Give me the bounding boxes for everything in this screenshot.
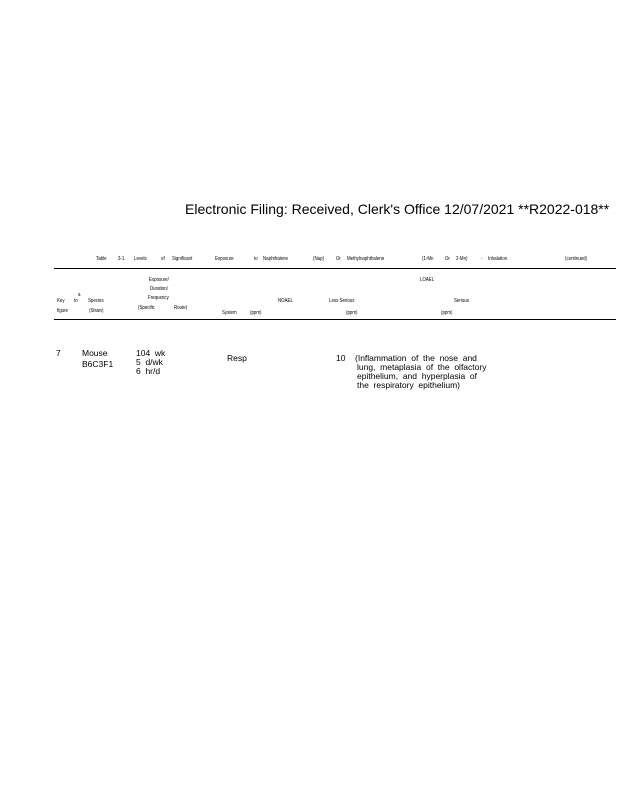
- title-word: (1-Mn: [422, 256, 434, 262]
- header-exposure-2: Duration/: [150, 286, 168, 292]
- title-word: of: [161, 256, 165, 262]
- title-word: (continued): [565, 256, 588, 262]
- title-word: (Nap): [313, 256, 325, 262]
- header-route: Route): [174, 305, 188, 311]
- row-species: Mouse: [82, 348, 108, 358]
- title-word: Significant: [172, 256, 193, 262]
- header-less-serious: Less Serious: [329, 298, 355, 304]
- header-exposure-4: (Specific: [138, 305, 155, 311]
- header-loael: LOAEL: [420, 277, 435, 283]
- header-serious-unit: (ppm): [441, 310, 453, 316]
- header-system: System: [222, 310, 237, 316]
- title-word: -: [481, 256, 483, 262]
- title-word: Inhalation: [488, 256, 508, 262]
- row-system: Resp: [227, 353, 247, 363]
- title-word: Naphthalene: [263, 256, 288, 262]
- header-key: Key: [57, 298, 65, 304]
- row-effect-2: lung, metaplasia of the olfactory: [357, 362, 487, 372]
- header-noael: NOAEL: [278, 298, 293, 304]
- header-exposure-3: Frequency: [148, 295, 169, 301]
- row-effect-1: (Inflammation of the nose and: [355, 353, 477, 363]
- row-key: 7: [56, 348, 61, 358]
- filing-header: Electronic Filing: Received, Clerk's Office 12/07/2021 **R2022-018**: [185, 201, 610, 217]
- table-header-rule: [54, 319, 616, 320]
- title-word: Levels: [134, 256, 147, 262]
- header-serious: Serious: [454, 298, 469, 304]
- title-word: Table: [96, 256, 107, 262]
- header-strain: (Strain): [89, 308, 104, 314]
- row-less-serious-value: 10: [336, 353, 346, 363]
- header-figure: figure: [57, 308, 69, 314]
- header-less-serious-unit: (ppm): [346, 310, 358, 316]
- title-word: Or: [445, 256, 450, 262]
- row-duration-3: 6 hr/d: [136, 366, 161, 376]
- title-word: Exposure: [215, 256, 234, 262]
- title-word: to: [254, 256, 258, 262]
- header-to: to: [74, 298, 78, 304]
- row-effect-4: the respiratory epithelium): [357, 380, 460, 390]
- row-effect-3: epithelium, and hyperplasia of: [357, 371, 478, 381]
- row-duration-1: 104 wk: [136, 348, 166, 358]
- title-word: 2-Mn): [456, 256, 468, 262]
- title-word: Methylnaphthalene: [347, 256, 385, 262]
- row-strain: B6C3F1: [82, 359, 114, 369]
- header-species: Species: [88, 298, 104, 304]
- title-word: Or: [336, 256, 341, 262]
- table-top-rule: [54, 268, 616, 269]
- row-duration-2: 5 d/wk: [136, 357, 163, 367]
- title-word: 3-1.: [118, 256, 126, 262]
- header-exposure-1: Exposure/: [149, 277, 169, 283]
- header-system-unit: (ppm): [250, 310, 262, 316]
- header-superscript-a: a: [78, 292, 81, 298]
